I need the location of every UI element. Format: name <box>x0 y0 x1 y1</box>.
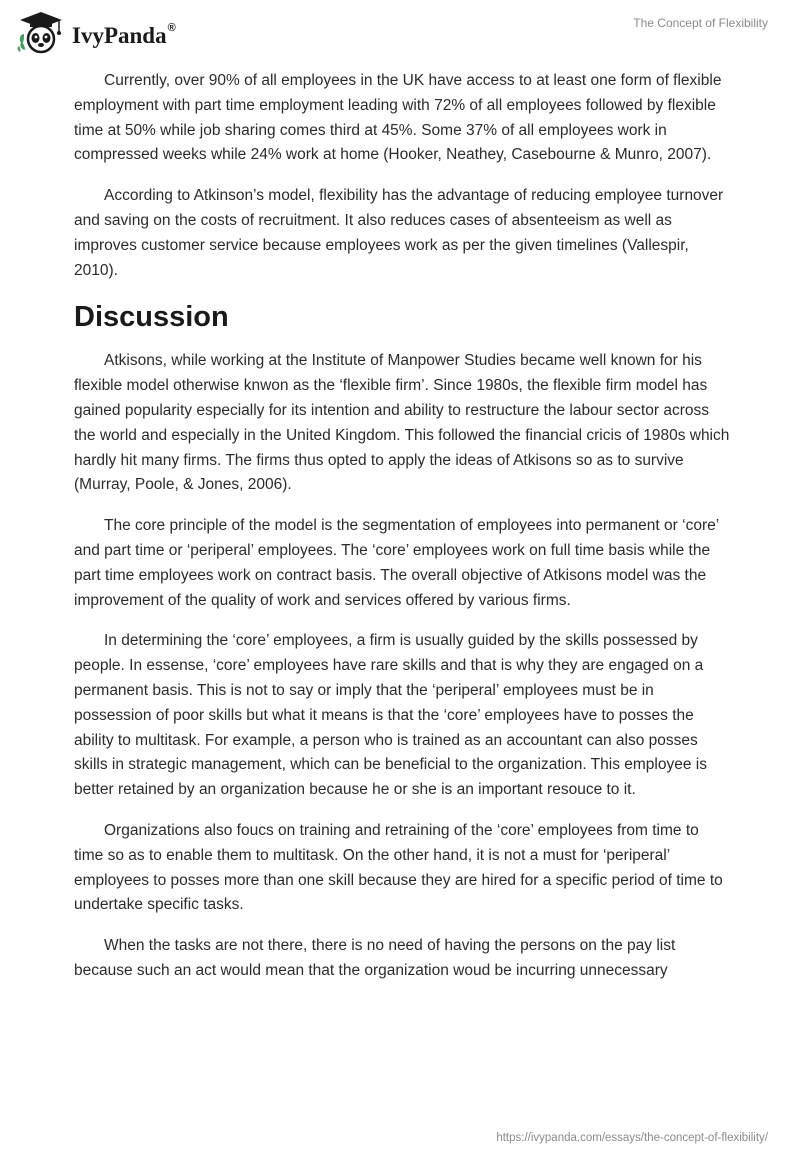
brand-name: IvyPanda® <box>72 21 176 48</box>
paragraph: When the tasks are not there, there is no need of having the persons on the pay list because such an act would mean that the organization woud be incurring unnecessary <box>74 937 676 979</box>
panda-graduate-icon <box>16 10 66 56</box>
page-header <box>0 0 800 64</box>
paragraph: The core principle of the model is the segmentation of employees into permanent or ‘core’ and part time or ‘periperal’ employees. The ‘core’ employees work on full time basis while the part time employees work on contract basis. The overall objective of Atkisons model was the improvement of the quality of work and services offered by various firms. <box>74 517 719 609</box>
section-heading: Discussion <box>74 301 229 334</box>
paragraph: Atkisons, while working at the Institute of Manpower Studies became well known for his flexible model otherwise knwon as the ‘flexible firm’. Since 1980s, the flexible firm model has gained popularity especially for its intention and ability to restructure the labour sector across the world and especially in the United Kingdom. This followed the financial cricis of 1980s which hardly hit many firms. The firms thus opted to apply the ideas of Atkisons so as to survive (Murray, Poole, & Jones, 2006). <box>74 352 730 494</box>
paragraph: According to Atkinson’s model, flexibility has the advantage of reducing employee turnover and saving on the costs of recruitment. It also reduces cases of absenteeism as well as improves customer service because employees work as per the given timelines (Vallespir, 2010). <box>74 187 724 279</box>
source-url-link[interactable]: https://ivypanda.com/essays/the-concept-of-flexibility/ <box>496 1132 768 1144</box>
essay-body <box>74 69 730 1000</box>
paragraph: Organizations also foucs on training and retraining of the ‘core’ employees from time to time so as to enable them to multitask. On the other hand, it is not a must for ‘periperal’ employees to posses more than one skill because they are hired for a specific period of time to undertake specific tasks. <box>74 821 723 914</box>
document-title: The Concept of Flexibility <box>633 16 768 30</box>
ivypanda-logo[interactable] <box>16 10 176 56</box>
paragraph: Currently, over 90% of all employees in the UK have access to at least one form of flexible employment with part time employment leading with 72% of all employees followed by flexible time at 50% while job sharing comes third at 45%. Some 37% of all employees work in compressed weeks while 24% work at home (Hooker, Neathey, Casebourne & Munro, 2007). <box>74 72 722 164</box>
paragraph: In determining the ‘core’ employees, a firm is usually guided by the skills possessed by people. In essense, ‘core’ employees have rare skills and that is why they are engaged on a permanent basis. This is not to say or imply that the ‘periperal’ employees must be in possession of poor skills but what it means is that the ‘core’ employees have to posses the ability to multitask. For example, a person who is trained as an accountant can also posses skills in strategic management, which can be beneficial to the organization. This employee is better retained by an organization because he or she is an important resouce to it. <box>74 632 707 799</box>
